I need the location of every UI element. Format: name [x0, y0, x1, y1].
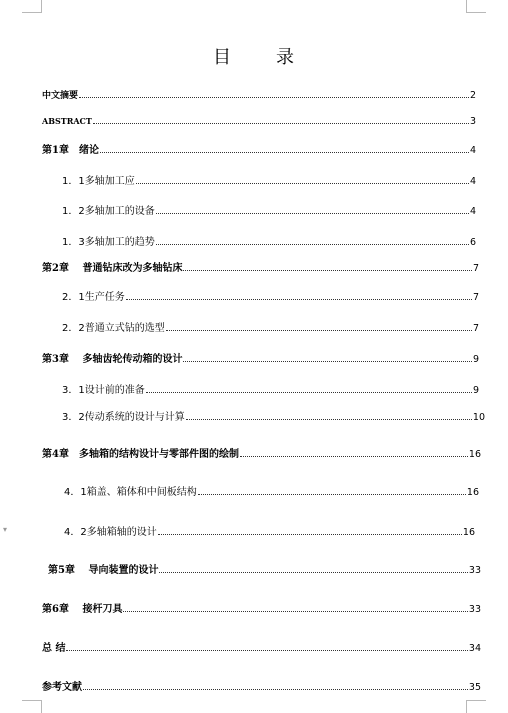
toc-entry[interactable]	[42, 261, 479, 275]
toc-entry-page: 9	[472, 354, 479, 365]
toc-entry[interactable]	[64, 485, 479, 499]
toc-leader	[186, 410, 472, 420]
toc-entry[interactable]	[42, 680, 481, 694]
toc-entry[interactable]	[42, 641, 481, 655]
toc-leader	[136, 174, 469, 184]
toc-entry-page: 7	[472, 292, 479, 303]
toc-entry-page: 6	[469, 237, 476, 248]
toc-entry-page: 33	[468, 565, 481, 576]
toc-entry[interactable]	[42, 352, 479, 366]
toc-leader	[198, 485, 466, 495]
toc-leader	[156, 204, 469, 214]
toc-entry-page: 7	[472, 323, 479, 334]
toc-entry-label: 3．1设计前的准备	[62, 385, 145, 396]
toc-entry[interactable]	[62, 204, 476, 218]
toc-leader	[123, 602, 467, 612]
toc-leader	[146, 383, 472, 393]
toc-entry[interactable]	[62, 383, 479, 397]
toc-entry-label: 1．1多轴加工应	[62, 176, 135, 187]
toc-entry-page: 9	[472, 385, 479, 396]
toc-entry-page: 33	[468, 604, 481, 615]
crop-mark-top-right-h	[466, 12, 486, 13]
page-title-char-1: 目	[213, 47, 232, 68]
toc-entry-page: 16	[468, 449, 481, 460]
toc-entry[interactable]	[42, 88, 476, 102]
toc-entry-label: 第2章 普通钻床改为多轴钻床	[42, 263, 183, 274]
page-title	[0, 43, 508, 69]
toc-entry[interactable]	[62, 235, 476, 249]
toc-entry[interactable]	[62, 321, 479, 335]
toc-entry[interactable]	[62, 410, 485, 424]
crop-mark-bottom-left-v	[41, 700, 42, 713]
toc-entry-label: 第1章 绪论	[42, 145, 99, 156]
crop-mark-bottom-left-h	[22, 700, 42, 701]
toc-leader	[93, 114, 469, 124]
toc-entry-page: 35	[468, 682, 481, 693]
toc-entry-label: 4．2多轴箱轴的设计	[64, 527, 157, 538]
toc-entry-label: 第6章 接杆刀具	[42, 604, 123, 615]
toc-entry-label: 第5章 导向装置的设计	[48, 565, 159, 576]
toc-leader	[166, 321, 472, 331]
toc-entry-label: 第3章 多轴齿轮传动箱的设计	[42, 354, 183, 365]
toc-entry[interactable]	[64, 525, 475, 539]
toc-leader	[126, 290, 472, 300]
toc-entry-page: 2	[469, 90, 476, 101]
toc-entry-page: 4	[469, 145, 476, 156]
toc-entry[interactable]	[62, 174, 476, 188]
toc-entry-label: ABSTRACT	[42, 116, 92, 126]
toc-leader	[183, 261, 472, 271]
crop-mark-top-right-v	[466, 0, 467, 13]
toc-entry-page: 4	[469, 206, 476, 217]
toc-entry-label: 1．2多轴加工的设备	[62, 206, 155, 217]
toc-entry-label: 总 结	[42, 643, 66, 654]
toc-entry[interactable]	[48, 563, 481, 577]
margin-marker-icon: ▾	[3, 525, 8, 534]
toc-entry-label: 中文摘要	[42, 91, 79, 101]
toc-leader	[240, 447, 468, 457]
toc-entry-page: 7	[472, 263, 479, 274]
toc-entry-page: 3	[469, 116, 476, 127]
page-title-char-2: 录	[276, 47, 295, 68]
toc-entry-label: 4．1箱盖、箱体和中间板结构	[64, 487, 197, 498]
toc-leader	[79, 88, 469, 98]
toc-leader	[183, 352, 472, 362]
toc-leader	[100, 143, 469, 153]
toc-entry[interactable]	[42, 114, 476, 128]
toc-entry-page: 34	[468, 643, 481, 654]
toc-leader	[159, 563, 467, 573]
toc-entry-label: 2．2普通立式钻的选型	[62, 323, 165, 334]
toc-leader	[83, 680, 468, 690]
toc-entry-label: 3．2传动系统的设计与计算	[62, 412, 185, 423]
toc-entry-label: 1．3多轴加工的趋势	[62, 237, 155, 248]
crop-mark-top-left-v	[41, 0, 42, 13]
toc-leader	[66, 641, 467, 651]
toc-entry[interactable]	[42, 602, 481, 616]
crop-mark-bottom-right-h	[466, 700, 486, 701]
toc-entry-page: 16	[466, 487, 479, 498]
toc-entry[interactable]	[42, 143, 476, 157]
toc-entry-page: 10	[472, 412, 485, 423]
toc-entry-label: 参考文献	[42, 682, 82, 693]
toc-entry[interactable]	[42, 447, 481, 461]
toc-entry-page: 16	[462, 527, 475, 538]
crop-mark-bottom-right-v	[466, 700, 467, 713]
toc-entry-label: 第4章 多轴箱的结构设计与零部件图的绘制	[42, 449, 239, 460]
toc-leader	[156, 235, 469, 245]
crop-mark-top-left-h	[22, 12, 42, 13]
toc-entry[interactable]	[62, 290, 479, 304]
toc-entry-page: 4	[469, 176, 476, 187]
toc-entry-label: 2．1生产任务	[62, 292, 125, 303]
toc-leader	[158, 525, 462, 535]
